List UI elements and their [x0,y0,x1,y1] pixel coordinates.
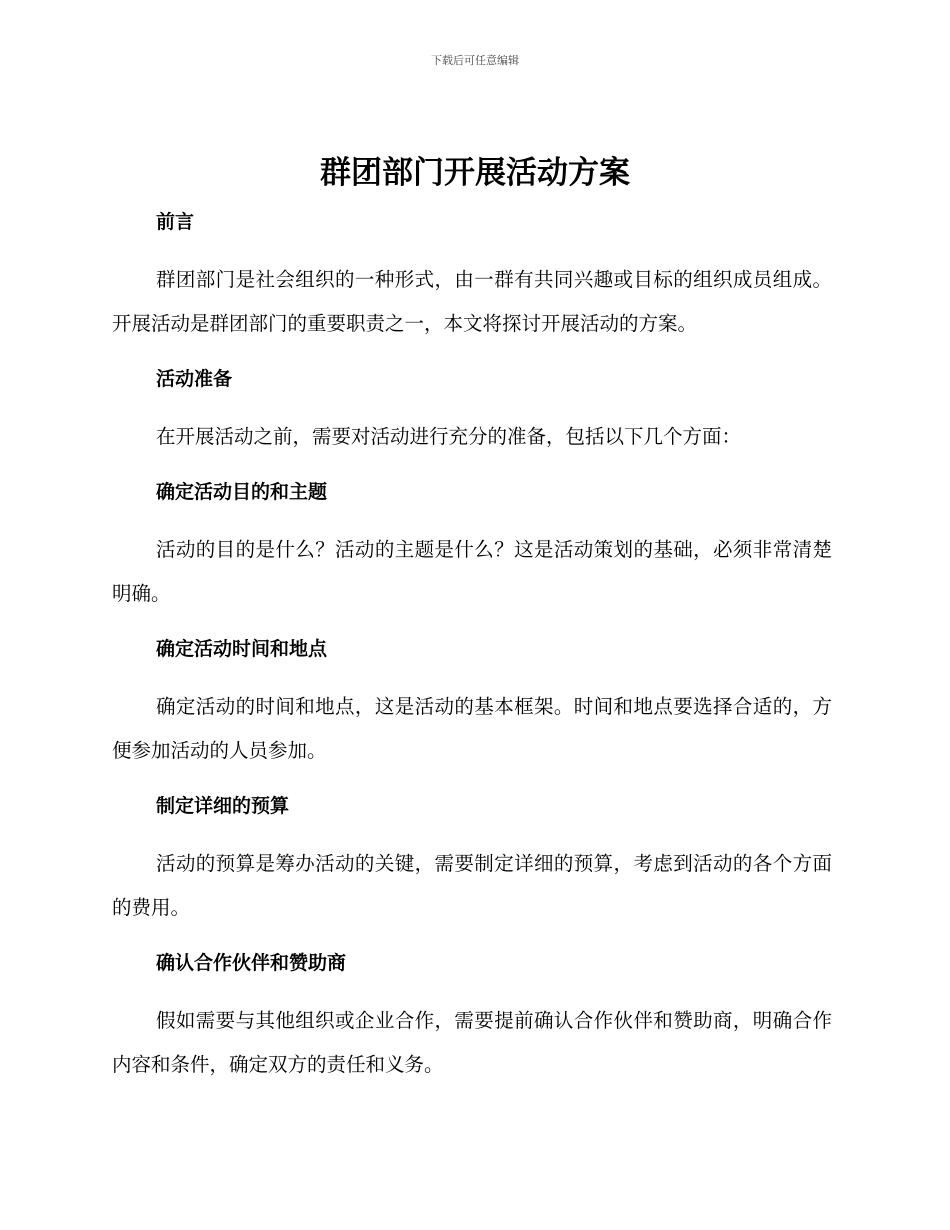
header-note: 下载后可任意编辑 [431,54,519,67]
section-paragraph-preparation: 在开展活动之前，需要对活动进行充分的准备，包括以下几个方面： [156,425,742,448]
section-heading-partners: 确认合作伙伴和赞助商 [156,952,347,974]
section-heading-budget: 制定详细的预算 [156,795,290,817]
section-paragraph-budget: 活动的预算是筹办活动的关键，需要制定详细的预算，考虑到活动的各个方面的费用。 [112,852,832,919]
section-paragraph-time-place: 确定活动的时间和地点，这是活动的基本框架。时间和地点要选择合适的，方便参加活动的人员参加。 [112,695,832,762]
document-title: 群团部门开展活动方案 [320,155,630,191]
section-heading-time-place: 确定活动时间和地点 [156,638,328,660]
section-heading-preparation: 活动准备 [156,368,233,390]
section-paragraph-partners: 假如需要与其他组织或企业合作，需要提前确认合作伙伴和赞助商，明确合作内容和条件，确定双方的责任和义务。 [112,1009,832,1076]
section-paragraph-purpose-theme: 活动的目的是什么？活动的主题是什么？这是活动策划的基础，必须非常清楚明确。 [112,538,832,605]
section-heading-preface: 前言 [156,211,195,233]
section-heading-purpose-theme: 确定活动目的和主题 [156,481,328,503]
section-paragraph-preface: 群团部门是社会组织的一种形式，由一群有共同兴趣或目标的组织成员组成。开展活动是群团部门的重要职责之一，本文将探讨开展活动的方案。 [112,268,832,335]
document-body [112,202,832,1087]
